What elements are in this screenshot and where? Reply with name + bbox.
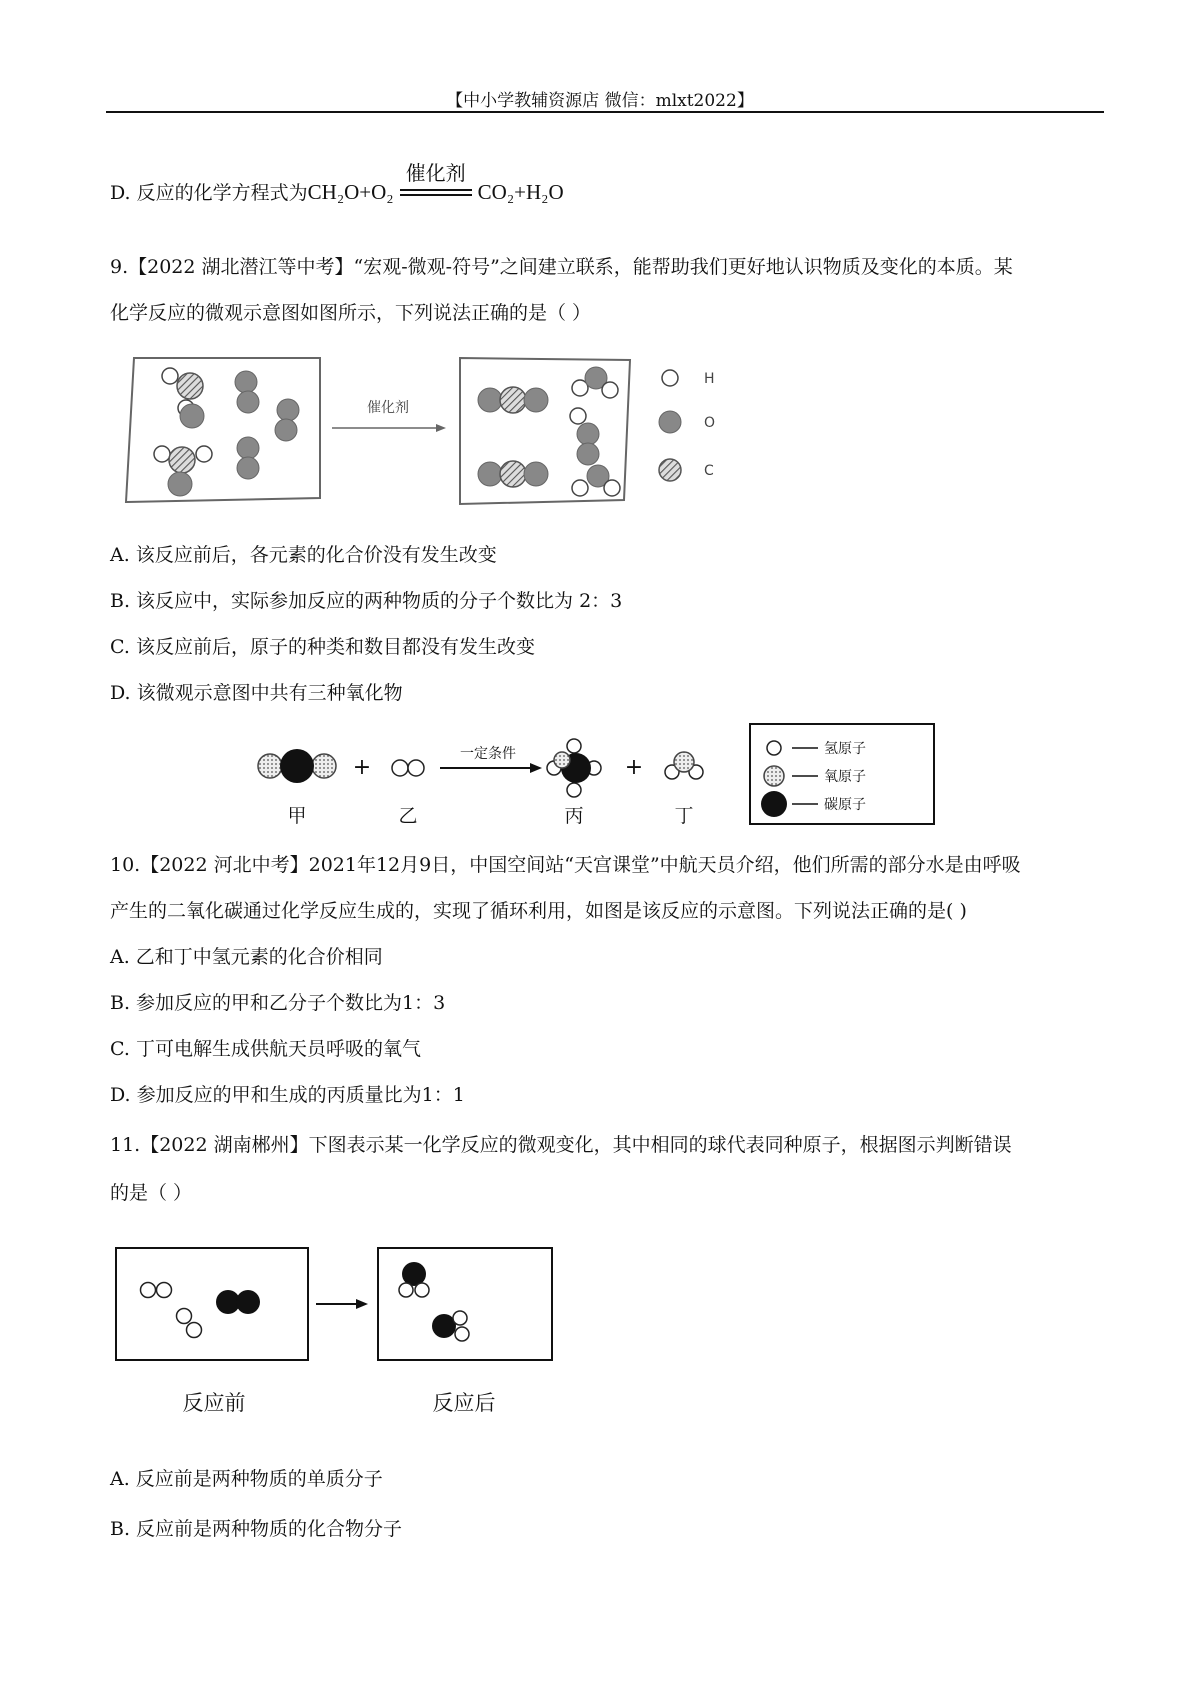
legend-carbon-label: 碳原子: [824, 797, 866, 813]
legend-oxygen-label: 氧原子: [824, 769, 866, 785]
legend-c-atom: [659, 459, 681, 481]
q9-option-b: B. 该反应中，实际参加反应的两种物质的分子个数比为 2：3: [110, 590, 623, 612]
equation-left: CH₂O+O₂: [307, 180, 394, 204]
q10-label-bing: 丙: [564, 805, 584, 827]
q10-legend: [761, 741, 866, 817]
q11-option-a: A. 反应前是两种物质的单质分子: [110, 1468, 383, 1490]
q9-arrow-head: [436, 424, 446, 432]
q10-molecule-jia: [258, 749, 336, 783]
q10-stem-line2: 产生的二氧化碳通过化学反应生成的，实现了循环利用，如图是该反应的示意图。下列说法正确的是( ): [110, 900, 967, 922]
legend-hydrogen-atom: [767, 741, 781, 755]
legend-oxygen-atom: [764, 766, 784, 786]
q9-arrow-label: 催化剂: [367, 400, 409, 416]
equals-line-bottom: [400, 194, 472, 196]
q10-molecule-yi: [392, 760, 424, 776]
legend-hydrogen-label: 氢原子: [824, 741, 866, 757]
equation-arrow: [400, 161, 472, 199]
equation-right: CO₂+H₂O: [477, 180, 564, 204]
header-rule: [106, 111, 1104, 113]
q10-label-jia: 甲: [287, 805, 307, 827]
q9-option-a: A. 该反应前后，各元素的化合价没有发生改变: [110, 544, 497, 566]
page-header: 【中小学教辅资源店 微信：mlxt2022】: [446, 91, 754, 111]
q9-after-molecules: [478, 367, 620, 496]
q8-option-d-prefix: D. 反应的化学方程式为: [110, 182, 308, 204]
q11-after-molecules: [399, 1262, 469, 1341]
q10-figure: [250, 718, 950, 834]
q10-arrow-label: 一定条件: [460, 746, 516, 762]
q9-stem-line2: 化学反应的微观示意图如图所示，下列说法正确的是（ ）: [110, 302, 592, 324]
catalyst-label: 催化剂: [405, 161, 466, 185]
legend-h-label: H: [704, 371, 715, 387]
legend-o-atom: [659, 411, 681, 433]
q8-option-d: [110, 161, 564, 205]
q9-figure: [120, 348, 740, 518]
q10-stem-line1: 10.【2022 河北中考】2021年12月9日，中国空间站“天宫课堂”中航天员介绍，他们所需的部分水是由呼吸: [110, 854, 1021, 876]
q11-before-molecules: [141, 1283, 261, 1338]
q9-before-molecules: [154, 368, 299, 496]
legend-h-atom: [662, 370, 678, 386]
q10-plus-1: +: [352, 755, 372, 780]
q9-option-c: C. 该反应前后，原子的种类和数目都没有发生改变: [110, 636, 535, 658]
q11-stem-line2: 的是（ ）: [110, 1182, 193, 1204]
q9-option-d: D. 该微观示意图中共有三种氧化物: [110, 682, 403, 704]
equals-line-top: [400, 189, 472, 191]
q10-plus-2: +: [624, 755, 644, 780]
q10-label-yi: 乙: [398, 805, 418, 827]
legend-o-label: O: [704, 415, 716, 431]
q11-arrow-head: [356, 1299, 368, 1309]
q10-molecule-ding: [665, 752, 703, 779]
q11-before-caption: 反应前: [182, 1391, 246, 1415]
legend-carbon-atom: [761, 791, 787, 817]
q9-stem-line1: 9.【2022 湖北潜江等中考】“宏观-微观-符号”之间建立联系，能帮助我们更好地认识物质及变化的本质。某: [110, 256, 1013, 278]
q10-arrow-head: [530, 763, 542, 773]
legend-c-label: C: [704, 463, 714, 479]
q10-option-b: B. 参加反应的甲和乙分子个数比为1：3: [110, 992, 446, 1014]
q10-label-ding: 丁: [674, 805, 694, 827]
q11-after-caption: 反应后: [432, 1391, 496, 1415]
q11-before-box: [116, 1248, 308, 1360]
q10-option-a: A. 乙和丁中氢元素的化合价相同: [110, 946, 383, 968]
q11-after-box: [378, 1248, 552, 1360]
q10-option-c: C. 丁可电解生成供航天员呼吸的氧气: [110, 1038, 421, 1060]
q11-stem-line1: 11.【2022 湖南郴州】下图表示某一化学反应的微观变化，其中相同的球代表同种原子，根据图示判断错误: [110, 1134, 1012, 1156]
q11-option-b: B. 反应前是两种物质的化合物分子: [110, 1518, 403, 1540]
q9-legend: [659, 370, 715, 481]
q10-option-d: D. 参加反应的甲和生成的丙质量比为1：1: [110, 1084, 465, 1106]
q11-figure: [112, 1240, 572, 1440]
q10-molecule-bing: [547, 739, 601, 797]
